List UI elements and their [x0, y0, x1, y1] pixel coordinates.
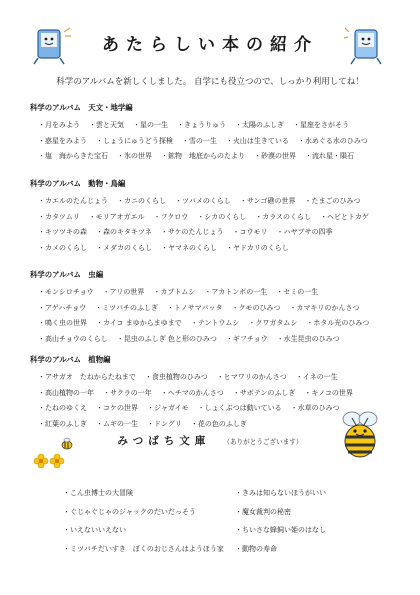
book-title: ・氷の世界 [117, 152, 152, 161]
book-row [38, 225, 400, 241]
book-title: ・砂漠の世界 [254, 152, 296, 161]
book-title: ・モリアオガエル [88, 212, 145, 221]
book-title: ・しょくぶつは動いている [197, 404, 282, 413]
book-title: ・ミツバチだいすき ぼくのおじさんはようほう家 [63, 544, 224, 553]
book-title: ・カニのくらし [117, 197, 166, 205]
book-title: ・水生昆虫のひみつ [276, 335, 340, 344]
book-title: ・ヒマワリのかんさつ [216, 373, 287, 381]
book-title: ・ツバメのくらし [175, 197, 231, 205]
book-row [38, 285, 400, 301]
mitsubachi-name: みつばち文庫 [117, 435, 211, 447]
book-title: ・紅葉のふしぎ [38, 420, 87, 429]
book-title: ・カタツムリ [38, 212, 80, 221]
section-astronomy [30, 102, 400, 165]
book-row [38, 332, 400, 348]
book-title: ・サボテンのふしぎ [232, 388, 296, 397]
book-title: ・アゲハチョウ [38, 303, 87, 312]
book-title: ・昆虫のふしぎ 色と形のひみつ [116, 335, 217, 344]
book-title: ・食虫植物のひみつ [144, 373, 208, 381]
book-title: ・クモのひみつ [231, 303, 281, 312]
book-title: ・アカトンボの一生 [204, 288, 268, 296]
book-title: ・カブトムシ [153, 288, 196, 296]
section-heading: 科学のアルバム 植物編 [30, 355, 111, 364]
book-title: ・キノコの世界 [304, 388, 353, 397]
book-title: ・高山植物の一年 [38, 388, 94, 397]
book-title: ・ムギの一生 [96, 420, 138, 429]
book-title: ・いえないいえない [63, 526, 126, 534]
book-title: ・トノサマバッタ [167, 303, 223, 312]
book-title: ・鳴く虫の世界 [38, 319, 87, 328]
book-title: ・星座をさがそう [293, 121, 349, 129]
book-title: ・動物の寿命 [235, 544, 277, 553]
book-title: ・メダカのくらし [96, 244, 152, 253]
book-row [38, 149, 400, 165]
book-title: ・塩 海からきた宝石 [38, 152, 108, 161]
book-title: ・たまごのひみつ [304, 197, 361, 205]
book-title: ・雲と天気 [89, 121, 124, 129]
book-title: ・森のキタキツネ [96, 228, 152, 237]
book-row [38, 210, 400, 226]
book-title: ・ヘチマのかんさつ [160, 388, 224, 397]
mitsubachi-list [63, 484, 383, 558]
book-row [38, 194, 400, 210]
mitsubachi-subtitle: （ありがとうございます） [223, 438, 303, 446]
book-title: ・きみは知らないほうがいい [235, 489, 326, 497]
book-title: ・星の一生 [133, 121, 168, 129]
book-row [38, 316, 400, 332]
book-title: ・イネの一生 [295, 373, 338, 381]
book-title: ・セミの一生 [276, 288, 319, 296]
book-row [38, 241, 400, 257]
book-title: ・ヘビとトカゲ [320, 212, 369, 221]
book-title: ・火山は生きている [225, 136, 289, 145]
book-title: ・カラスのくらし [255, 212, 312, 221]
book-title: ・惑星をみよう [38, 136, 87, 145]
book-title: ・魔女裁判の秘密 [235, 507, 291, 516]
intro-text: 科学のアルバムを新しくしました。 自学にも役立つので、しっかり利用してね！ [56, 77, 364, 87]
section-heading: 科学のアルバム 天文・地学編 [30, 103, 133, 112]
book-title: ・たねのゆくえ [38, 404, 87, 413]
section-insects [30, 269, 400, 348]
book-title: ・キツツキの森 [38, 228, 87, 237]
book-title: ・ミツバチのふしぎ [95, 303, 159, 312]
book-title: ・太陽のふしぎ [235, 121, 284, 129]
book-title: ・クワガタムシ [248, 319, 298, 328]
book-row [38, 370, 400, 386]
section-heading: 科学のアルバム 動物・鳥編 [30, 179, 126, 188]
book-title: ・カエルのたんじょう [38, 197, 108, 205]
book-title: ・月をみよう [38, 121, 80, 129]
book-row [38, 118, 400, 134]
book-title: ・ちいさな蜂飼い姫のはなし [235, 526, 326, 534]
book-title: ・フクロウ [153, 212, 189, 221]
book-title: ・サンゴ礁の世界 [239, 197, 296, 205]
book-title: ・ホタル光のひみつ [306, 319, 370, 328]
book-title: ・きょうりゅう [177, 121, 226, 129]
book-title: ・こん虫博士の大冒険 [63, 489, 133, 497]
book-title: ・モンシロチョウ [38, 288, 94, 296]
bee-icon [334, 409, 386, 467]
book-title: ・テントウムシ [190, 319, 240, 328]
book-row [63, 540, 383, 559]
book-title: ・ギフチョウ [225, 335, 268, 344]
book-title: ・花の色のふしぎ [190, 420, 247, 429]
book-title: ・しょうにゅうどう探検 [96, 136, 173, 145]
book-row [38, 386, 400, 402]
book-title: ・ハヤブサの四季 [276, 228, 333, 237]
book-row [63, 484, 383, 503]
book-title: ・シカのくらし [197, 212, 247, 221]
book-row [63, 503, 383, 522]
book-title: ・ジャガイモ [147, 404, 189, 413]
book-row [63, 521, 383, 540]
book-title: ・カメのくらし [38, 244, 87, 253]
section-animals-birds [30, 178, 400, 257]
book-title: ・ぐじゃぐじゃのジャックのだいだっそう [63, 507, 196, 516]
book-title: ・水めぐる水のひみつ [297, 136, 368, 145]
book-title: ・サクラの一年 [103, 388, 152, 397]
book-title: ・カマキリのかんさつ [289, 303, 360, 312]
book-title: ・コケの世界 [96, 404, 138, 413]
book-title: ・アサガオ たねからたねまで [38, 373, 136, 381]
book-title: ・カイコ まゆからまゆまで [96, 319, 182, 328]
book-title: ・水草のひみつ [290, 404, 340, 413]
book-title: ・鉱物 地底からのたより [161, 152, 245, 161]
section-heading: 科学のアルバム 虫編 [30, 270, 104, 279]
book-title: ・雪の一生 [181, 136, 217, 145]
book-row [38, 301, 400, 317]
book-mascot-icon [343, 26, 387, 70]
book-title: ・高山チョウのくらし [38, 335, 108, 344]
book-row [38, 134, 400, 150]
book-title: ・サケのたんじょう [160, 228, 224, 237]
book-title: ・ヤドカリのくらし [226, 244, 289, 253]
page-title: あたらしい本の紹介 [102, 35, 318, 55]
book-title: ・ヤマネのくらし [161, 244, 217, 253]
book-title: ・ドングリ [147, 420, 182, 429]
book-title: ・流れ星・隕石 [305, 152, 354, 161]
book-title: ・アリの世界 [102, 288, 145, 296]
book-title: ・コウモリ [232, 228, 268, 237]
